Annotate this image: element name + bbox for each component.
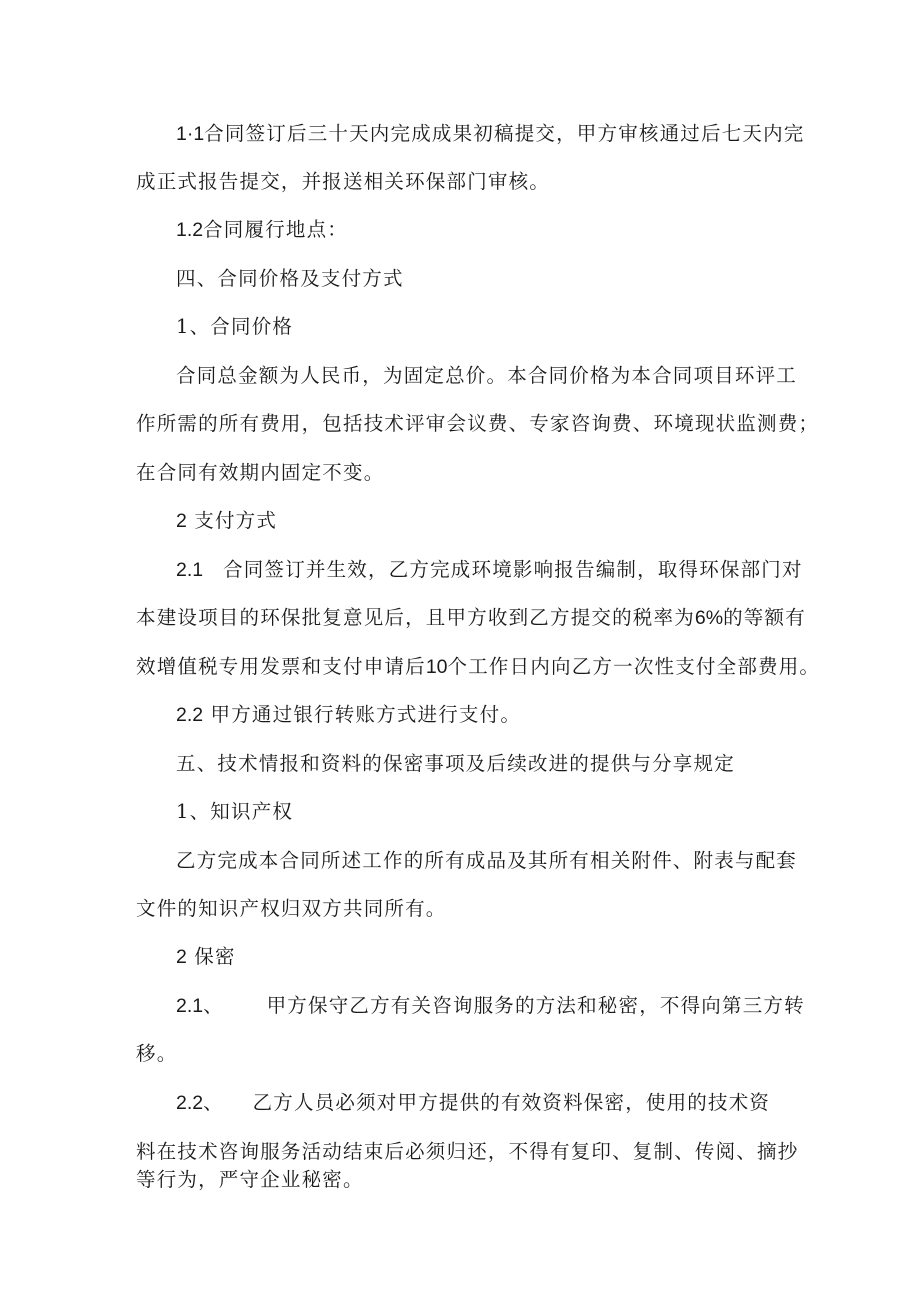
clause-text: 甲方保守乙方有关咨询服务的方法和秘密，不得向第三方转	[266, 994, 805, 1017]
payment-days: 10	[425, 656, 448, 678]
subsection-5-2-title	[176, 945, 236, 969]
clause-number: 1.2	[176, 219, 204, 241]
clause-text: 效增值税专用发票和支付申请后	[136, 655, 426, 678]
clause-5-2-2-line-1	[176, 1091, 770, 1115]
clause-2-2	[176, 703, 521, 727]
clause-text: 本建设项目的环保批复意见后，且甲方收到乙方提交的税率为	[136, 606, 695, 629]
subsection-4-1-title: 1、合同价格	[176, 315, 294, 338]
clause-2-1-line-2	[136, 606, 806, 630]
clause-2-1-line-3	[136, 655, 820, 679]
clause-number: 1·1	[176, 123, 205, 145]
clause-2-1-line-1	[176, 558, 803, 582]
clause-text: 合同签订并生效，乙方完成环境影响报告编制，取得环保部门对	[223, 558, 803, 581]
subsection-5-1-title: 1、知识产权	[176, 800, 294, 823]
clause-text: 的等额有	[723, 606, 806, 629]
clause-text: 个工作日内向乙方一次性支付全部费用。	[447, 655, 821, 678]
section-5-title: 五、技术情报和资料的保密事项及后续改进的提供与分享规定	[176, 752, 735, 775]
clause-1-2	[176, 218, 348, 242]
subsection-4-2-title	[176, 509, 277, 533]
subsection-number: 2	[176, 510, 187, 532]
price-paragraph-line-1: 合同总金额为人民币，为固定总价。本合同价格为本合同项目环评工	[176, 364, 798, 387]
clause-1-1-line-2: 成正式报告提交，并报送相关环保部门审核。	[136, 170, 551, 193]
clause-text: 合同签订后三十天内完成成果初稿提交，甲方审核通过后七天内完	[204, 122, 805, 145]
clause-1-1-line-1	[176, 122, 805, 146]
clause-text: 乙方人员必须对甲方提供的有效资料保密，使用的技术资	[252, 1091, 771, 1114]
clause-number: 2.2、	[176, 1092, 223, 1114]
subsection-text: 保密	[194, 945, 236, 968]
clause-number: 2.1	[176, 559, 204, 581]
ip-paragraph-line-2: 文件的知识产权归双方共同所有。	[136, 897, 447, 920]
price-paragraph-line-3: 在合同有效期内固定不变。	[136, 461, 385, 484]
clause-5-2-1-line-1	[176, 994, 805, 1018]
tax-rate: 6%	[694, 607, 724, 629]
clause-5-2-1-line-2: 移。	[136, 1042, 178, 1065]
clause-5-2-2-line-3: 等行为，严守企业秘密。	[136, 1168, 364, 1191]
section-4-title: 四、合同价格及支付方式	[176, 267, 404, 290]
ip-paragraph-line-1: 乙方完成本合同所述工作的所有成品及其所有相关附件、附表与配套	[176, 849, 798, 872]
price-paragraph-line-2: 作所需的所有费用，包括技术评审会议费、专家咨询费、环境现状监测费；	[136, 412, 820, 435]
clause-text: 甲方通过银行转账方式进行支付。	[210, 703, 522, 726]
subsection-text: 支付方式	[194, 509, 278, 532]
clause-number: 2.2	[176, 704, 204, 726]
subsection-number: 2	[176, 946, 187, 968]
clause-text: 合同履行地点：	[203, 218, 349, 241]
clause-number: 2.1、	[176, 995, 223, 1017]
clause-5-2-2-line-2: 料在技术咨询服务活动结束后必须归还，不得有复印、复制、传阅、摘抄	[136, 1140, 799, 1163]
